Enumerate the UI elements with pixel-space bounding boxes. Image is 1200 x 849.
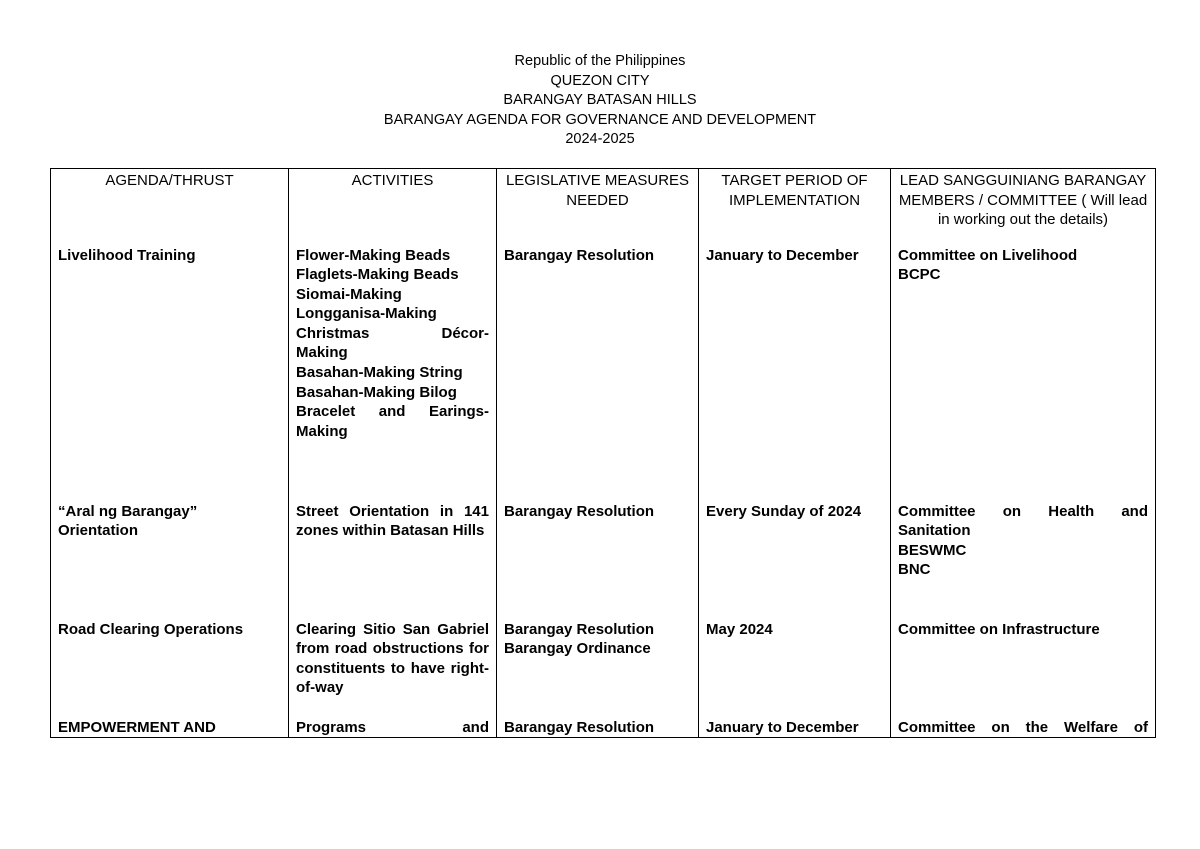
legislative-item: Barangay Resolution xyxy=(504,620,655,638)
agenda-cell: Livelihood Training xyxy=(51,246,289,502)
header-city: QUEZON CITY xyxy=(550,72,650,89)
table-row xyxy=(51,246,1156,502)
header-republic: Republic of the Philippines xyxy=(514,53,686,69)
legislative-item: Barangay Resolution xyxy=(504,502,655,520)
legislative-item: Barangay Resolution xyxy=(504,246,655,264)
lead-item: BCPC xyxy=(898,266,941,284)
activities-cell: Street Orientation in 141 zones within Batasan Hills xyxy=(289,502,497,620)
activities-cell: Clearing Sitio San Gabriel from road obstructions for constituents to have right-of-way xyxy=(289,620,497,718)
activities-cell xyxy=(289,246,497,502)
activities-cell xyxy=(289,718,497,738)
header-agenda-title: BARANGAY AGENDA FOR GOVERNANCE AND DEVELOPMENT xyxy=(383,111,817,128)
lead-item: Committee on Health and Sanitation xyxy=(898,502,1148,540)
activity-item: Christmas Décor- xyxy=(296,324,489,342)
activity-item: Basahan-Making String xyxy=(296,364,463,382)
activity-item: Siomai-Making xyxy=(296,285,402,303)
column-header-activities: ACTIVITIES xyxy=(289,169,497,246)
lead-cell xyxy=(891,718,1156,738)
legislative-item: Barangay Ordinance xyxy=(504,640,651,658)
legislative-cell xyxy=(497,718,699,738)
lead-item: BESWMC xyxy=(898,541,967,559)
lead-cell xyxy=(891,246,1156,502)
activity-item: Longganisa-Making xyxy=(296,305,437,323)
activity-item: Programs and xyxy=(296,718,489,736)
header-barangay: BARANGAY BATASAN HILLS xyxy=(503,92,697,108)
lead-item: Committee on the Welfare of xyxy=(898,718,1148,736)
table-row xyxy=(51,718,1156,738)
legislative-cell xyxy=(497,620,699,718)
legislative-cell xyxy=(497,502,699,620)
activity-item: Making xyxy=(296,344,348,362)
lead-cell: Committee on Infrastructure xyxy=(891,620,1156,718)
table-row xyxy=(51,502,1156,620)
agenda-table xyxy=(50,168,1156,738)
header-year: 2024-2025 xyxy=(565,131,635,147)
period-cell: January to December xyxy=(699,718,891,738)
document-header xyxy=(0,52,1200,150)
activity-item: Bracelet and Earings- xyxy=(296,403,489,421)
column-header-lead: LEAD SANGGUINIANG BARANGAY MEMBERS / COMMITTEE ( Will lead in working out the details) xyxy=(891,169,1156,246)
lead-cell xyxy=(891,502,1156,620)
activity-item: Flaglets-Making Beads xyxy=(296,266,459,284)
table-header-row xyxy=(51,169,1156,246)
period-cell: January to December xyxy=(699,246,891,502)
agenda-cell: EMPOWERMENT AND xyxy=(51,718,289,738)
table-row xyxy=(51,620,1156,718)
lead-item: BNC xyxy=(898,561,931,579)
legislative-cell xyxy=(497,246,699,502)
period-cell: Every Sunday of 2024 xyxy=(699,502,891,620)
agenda-cell: Road Clearing Operations xyxy=(51,620,289,718)
column-header-agenda: AGENDA/THRUST xyxy=(51,169,289,246)
agenda-cell: “Aral ng Barangay” Orientation xyxy=(51,502,289,620)
legislative-item: Barangay Resolution xyxy=(504,718,655,736)
activity-item: Flower-Making Beads xyxy=(296,246,451,264)
column-header-period: TARGET PERIOD OF IMPLEMENTATION xyxy=(699,169,891,246)
column-header-legislative: LEGISLATIVE MEASURES NEEDED xyxy=(497,169,699,246)
activity-item: Basahan-Making Bilog xyxy=(296,383,457,401)
lead-item: Committee on Livelihood xyxy=(898,246,1078,264)
period-cell: May 2024 xyxy=(699,620,891,718)
activity-item: Making xyxy=(296,422,348,440)
